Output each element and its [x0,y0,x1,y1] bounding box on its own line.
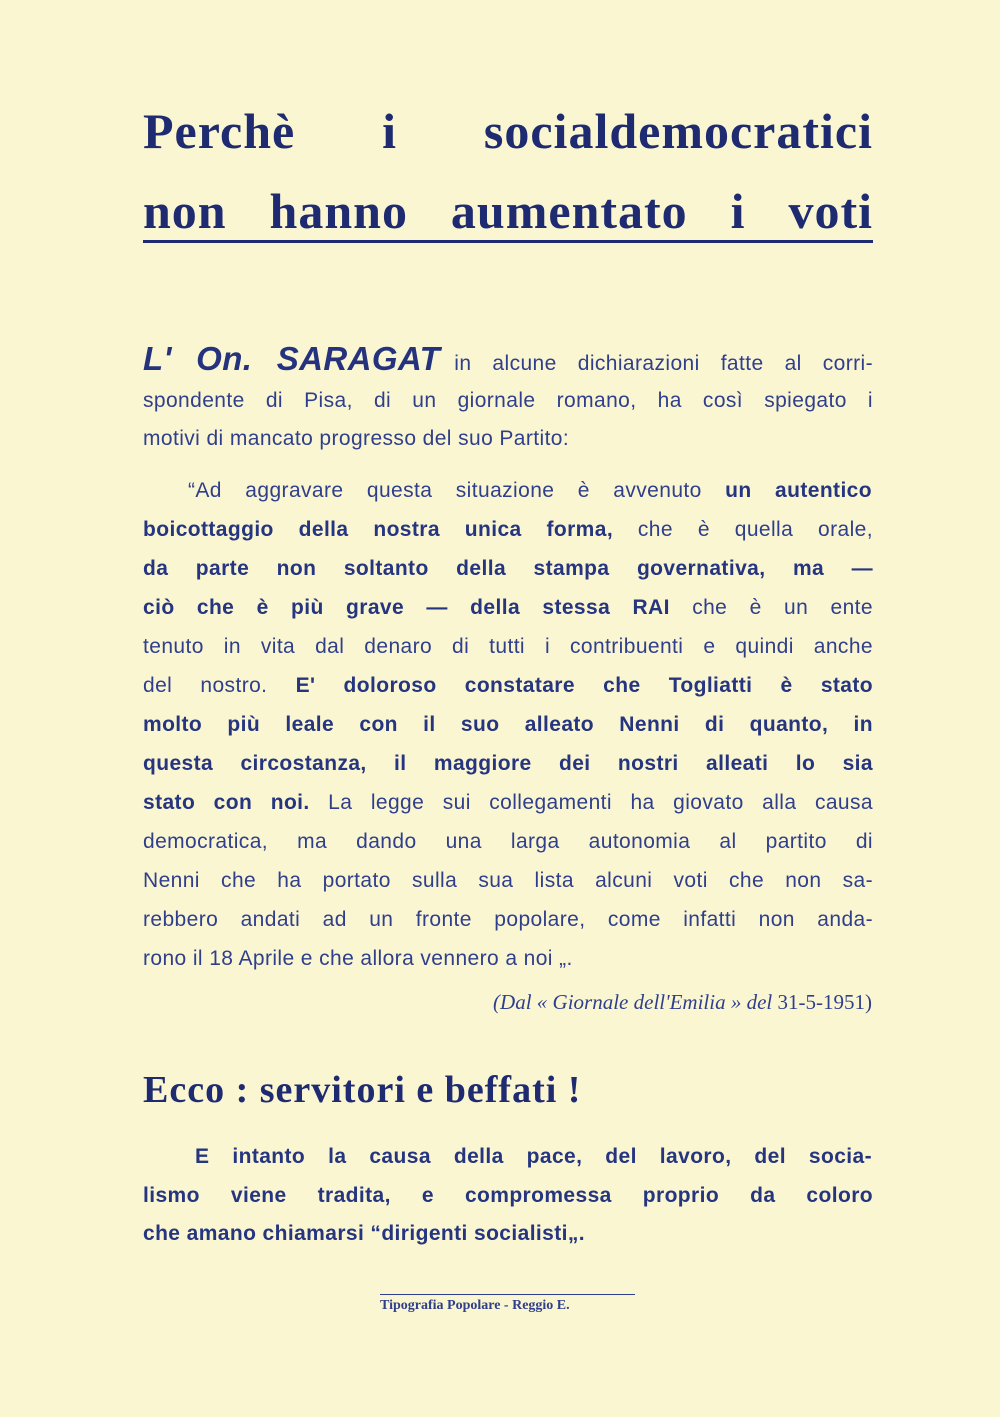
quote-segment: democratica, ma dando una larga autonomia al partito di [143,830,873,853]
quote-segment: “Ad aggravare questa situazione è avvenuto [188,479,726,502]
quote-line [143,831,873,852]
quote-line [188,480,872,501]
quote-line [143,597,873,618]
citation-source: (Dal « Giornale dell'Emilia » del [493,990,773,1014]
quote-segment: un autentico [725,479,872,502]
quote-line [143,558,873,579]
conclusion-line-1: E intanto la causa della pace, del lavoro, del socia- [195,1145,872,1168]
quote-segment: rebbero andati ad un fronte popolare, come infatti non anda- [143,908,873,931]
quote-segment: che è quella orale, [637,518,873,541]
citation [493,990,872,1015]
intro-line-2: spondente di Pisa, di un giornale romano, ha così spiegato i [143,389,873,412]
quote-line [143,948,873,969]
quote-segment: Nenni che ha portato sulla sua lista alcuni voti che non sa- [143,869,873,892]
quote-line [143,909,873,930]
quote-line [143,753,873,774]
quote-segment: boicottaggio della nostra unica forma, [143,518,638,541]
quote-segment: questa circostanza, il maggiore dei nostri alleati lo sia [143,752,873,775]
quote-line [143,714,873,735]
quote-line [143,870,873,891]
quote-segment: tenuto in vita dal denaro di tutti i contribuenti e quindi anche [143,635,873,658]
intro-text: in alcune dichiarazioni fatte al corri- [454,352,873,375]
quote-segment: ciò che è più grave — della stessa RAI [143,596,693,619]
quote-line [143,792,873,813]
conclusion-line-2: lismo viene tradita, e compromessa proprio da coloro [143,1184,873,1207]
lead-name: L' On. SARAGAT [143,340,441,377]
quote-segment: del nostro. [143,674,296,697]
section-heading: Ecco : servitori e beffati ! [143,1069,582,1111]
quote-segment: che è un ente [692,596,873,619]
title-underline [143,240,873,243]
quote-segment: da parte non soltanto della stampa governativa, ma — [143,557,873,580]
quote-segment: stato con noi. [143,791,329,814]
printer-credit: Tipografia Popolare - Reggio E. [380,1294,635,1314]
title-line-1: Perchè i socialdemocratici [143,103,873,159]
quote-line [143,675,873,696]
quote-line [143,636,873,657]
citation-date: 31-5-1951) [777,990,872,1014]
intro-line-1 [143,342,873,375]
title-line-2: non hanno aumentato i voti [143,183,873,239]
quote-segment: molto più leale con il suo alleato Nenni di quanto, in [143,713,873,736]
conclusion-line-3: che amano chiamarsi “dirigenti socialisti„. [143,1222,586,1245]
quote-line [143,519,873,540]
quote-segment: rono il 18 Aprile e che allora vennero a noi „. [143,947,573,970]
quote-segment: E' doloroso constatare che Togliatti è stato [295,674,873,697]
quote-segment: La legge sui collegamenti ha giovato alla causa [328,791,873,814]
intro-line-3: motivi di mancato progresso del suo Partito: [143,427,570,450]
